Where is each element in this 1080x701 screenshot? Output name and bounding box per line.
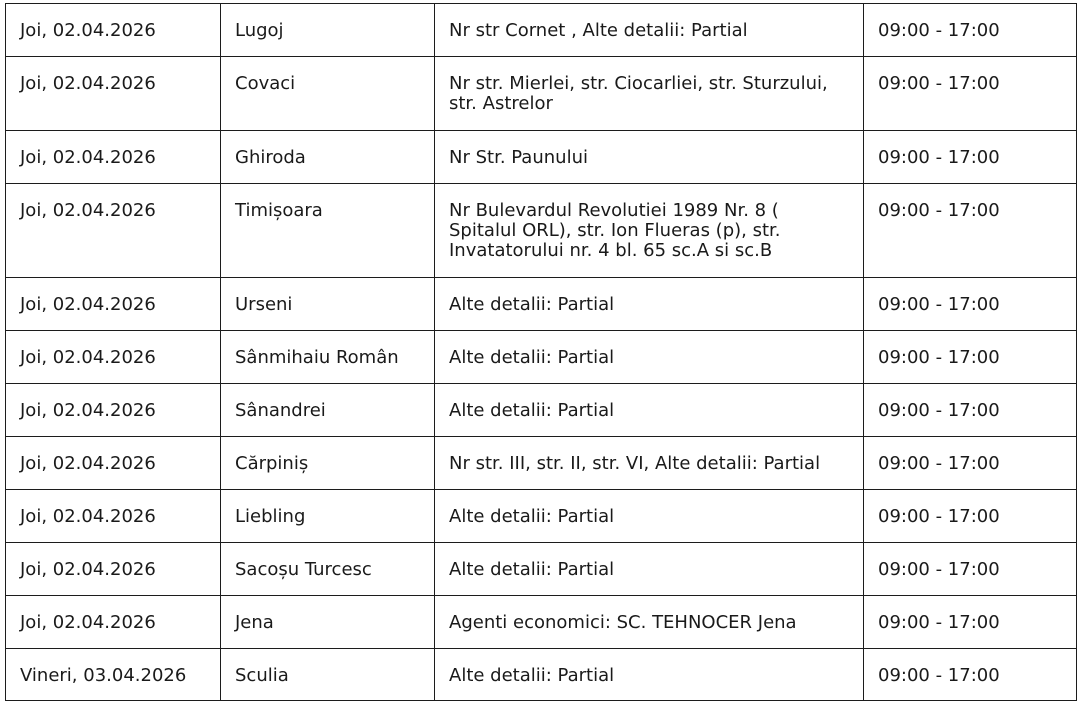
date-cell: Joi, 02.04.2026 bbox=[6, 543, 221, 596]
table-row bbox=[6, 57, 1077, 131]
details-cell: Nr str Cornet , Alte detalii: Partial bbox=[435, 4, 864, 57]
hours-cell: 09:00 - 17:00 bbox=[864, 384, 1077, 437]
hours-cell: 09:00 - 17:00 bbox=[864, 649, 1077, 701]
hours-cell: 09:00 - 17:00 bbox=[864, 4, 1077, 57]
table-row bbox=[6, 543, 1077, 596]
hours-cell: 09:00 - 17:00 bbox=[864, 57, 1077, 131]
outage-schedule-body bbox=[6, 4, 1077, 701]
location-cell: Sânmihaiu Român bbox=[221, 331, 435, 384]
location-cell: Lugoj bbox=[221, 4, 435, 57]
table-row bbox=[6, 278, 1077, 331]
date-cell: Joi, 02.04.2026 bbox=[6, 437, 221, 490]
hours-cell: 09:00 - 17:00 bbox=[864, 131, 1077, 184]
date-cell: Joi, 02.04.2026 bbox=[6, 131, 221, 184]
hours-cell: 09:00 - 17:00 bbox=[864, 331, 1077, 384]
hours-cell: 09:00 - 17:00 bbox=[864, 278, 1077, 331]
details-cell: Alte detalii: Partial bbox=[435, 649, 864, 701]
date-cell: Joi, 02.04.2026 bbox=[6, 490, 221, 543]
details-cell: Nr Str. Paunului bbox=[435, 131, 864, 184]
date-cell: Joi, 02.04.2026 bbox=[6, 384, 221, 437]
table-row bbox=[6, 437, 1077, 490]
details-cell: Nr str. Mierlei, str. Ciocarliei, str. Sturzului, str. Astrelor bbox=[435, 57, 864, 131]
date-cell: Joi, 02.04.2026 bbox=[6, 57, 221, 131]
table-row bbox=[6, 4, 1077, 57]
location-cell: Urseni bbox=[221, 278, 435, 331]
location-cell: Sculia bbox=[221, 649, 435, 701]
table-row bbox=[6, 596, 1077, 649]
location-cell: Timișoara bbox=[221, 184, 435, 278]
table-row bbox=[6, 490, 1077, 543]
location-cell: Sânandrei bbox=[221, 384, 435, 437]
hours-cell: 09:00 - 17:00 bbox=[864, 596, 1077, 649]
location-cell: Covaci bbox=[221, 57, 435, 131]
details-cell: Alte detalii: Partial bbox=[435, 543, 864, 596]
details-cell: Nr Bulevardul Revolutiei 1989 Nr. 8 ( Spitalul ORL), str. Ion Flueras (p), str. Invatatorului nr. 4 bl. 65 sc.A si sc.B bbox=[435, 184, 864, 278]
table-row bbox=[6, 131, 1077, 184]
location-cell: Sacoșu Turcesc bbox=[221, 543, 435, 596]
details-cell: Alte detalii: Partial bbox=[435, 278, 864, 331]
details-cell: Nr str. III, str. II, str. VI, Alte detalii: Partial bbox=[435, 437, 864, 490]
date-cell: Joi, 02.04.2026 bbox=[6, 4, 221, 57]
hours-cell: 09:00 - 17:00 bbox=[864, 490, 1077, 543]
location-cell: Cărpiniș bbox=[221, 437, 435, 490]
table-row bbox=[6, 384, 1077, 437]
date-cell: Joi, 02.04.2026 bbox=[6, 184, 221, 278]
date-cell: Joi, 02.04.2026 bbox=[6, 331, 221, 384]
date-cell: Joi, 02.04.2026 bbox=[6, 596, 221, 649]
table-row bbox=[6, 649, 1077, 701]
hours-cell: 09:00 - 17:00 bbox=[864, 437, 1077, 490]
date-cell: Joi, 02.04.2026 bbox=[6, 278, 221, 331]
outage-schedule-table bbox=[5, 3, 1077, 701]
details-cell: Alte detalii: Partial bbox=[435, 384, 864, 437]
date-cell: Vineri, 03.04.2026 bbox=[6, 649, 221, 701]
details-cell: Alte detalii: Partial bbox=[435, 490, 864, 543]
location-cell: Liebling bbox=[221, 490, 435, 543]
hours-cell: 09:00 - 17:00 bbox=[864, 543, 1077, 596]
table-row bbox=[6, 331, 1077, 384]
details-cell: Agenti economici: SC. TEHNOCER Jena bbox=[435, 596, 864, 649]
location-cell: Jena bbox=[221, 596, 435, 649]
table-row bbox=[6, 184, 1077, 278]
hours-cell: 09:00 - 17:00 bbox=[864, 184, 1077, 278]
location-cell: Ghiroda bbox=[221, 131, 435, 184]
details-cell: Alte detalii: Partial bbox=[435, 331, 864, 384]
